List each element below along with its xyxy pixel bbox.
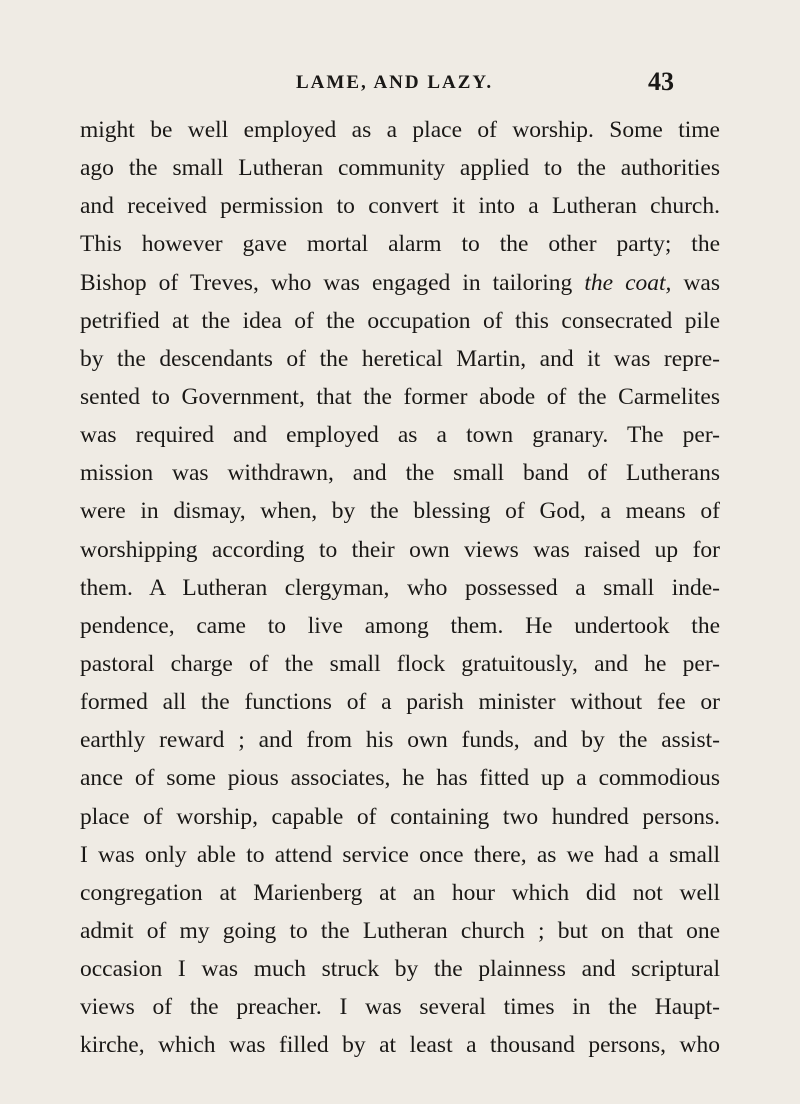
text-line-15: pastoral charge of the small flock gratuitously, and he per-: [80, 650, 720, 677]
text-line-6: petrified at the idea of the occupation of this consecrated pile: [80, 307, 720, 334]
text-line-5: [80, 264, 720, 302]
text-line-11: were in dismay, when, by the blessing of God, a means of: [80, 498, 720, 525]
text-line-5-start: Bishop of Treves, who was engaged in tailoring: [80, 269, 573, 296]
text-line-5-end: was: [683, 269, 720, 296]
page-number: 43: [648, 67, 674, 96]
text-line-17: earthly reward ; and from his own funds, and by the assist-: [80, 727, 720, 754]
text-line-19: place of worship, capable of containing two hundred persons.: [80, 803, 720, 830]
running-head: LAME, AND LAZY.: [296, 72, 494, 93]
text-line-2: ago the small Lutheran community applied to the authorities: [80, 155, 720, 182]
text-line-23: occasion I was much struck by the plainness and scriptural: [80, 956, 720, 983]
text-line-13: them. A Lutheran clergyman, who possessed a small inde-: [80, 574, 720, 601]
text-line-8: sented to Government, that the former abode of the Carmelites: [80, 383, 720, 410]
text-line-10: mission was withdrawn, and the small band of Lutherans: [80, 460, 720, 487]
text-line-22: admit of my going to the Lutheran church ; but on that one: [80, 917, 720, 944]
text-line-1: might be well employed as a place of worship. Some time: [80, 117, 720, 143]
text-line-4: This however gave mortal alarm to the other party; the: [80, 231, 720, 258]
text-line-20: I was only able to attend service once there, as we had a small: [80, 841, 720, 868]
text-line-9: was required and employed as a town granary. The per-: [80, 422, 720, 449]
text-line-18: ance of some pious associates, he has fitted up a commodious: [80, 765, 720, 792]
italic-phrase: the coat,: [584, 269, 672, 296]
text-line-24: views of the preacher. I was several times in the Haupt-: [80, 994, 720, 1021]
body-text: [80, 111, 720, 1065]
text-line-21: congregation at Marienberg at an hour which did not well: [80, 879, 720, 906]
text-line-3: and received permission to convert it into a Lutheran church.: [80, 193, 720, 220]
text-line-25: kirche, which was filled by at least a thousand persons, who: [80, 1032, 720, 1059]
text-line-14: pendence, came to live among them. He undertook the: [80, 612, 720, 639]
text-line-12: worshipping according to their own views was raised up for: [80, 536, 720, 563]
text-line-16: formed all the functions of a parish minister without fee or: [80, 689, 720, 716]
text-line-7: by the descendants of the heretical Martin, and it was repre-: [80, 345, 720, 372]
